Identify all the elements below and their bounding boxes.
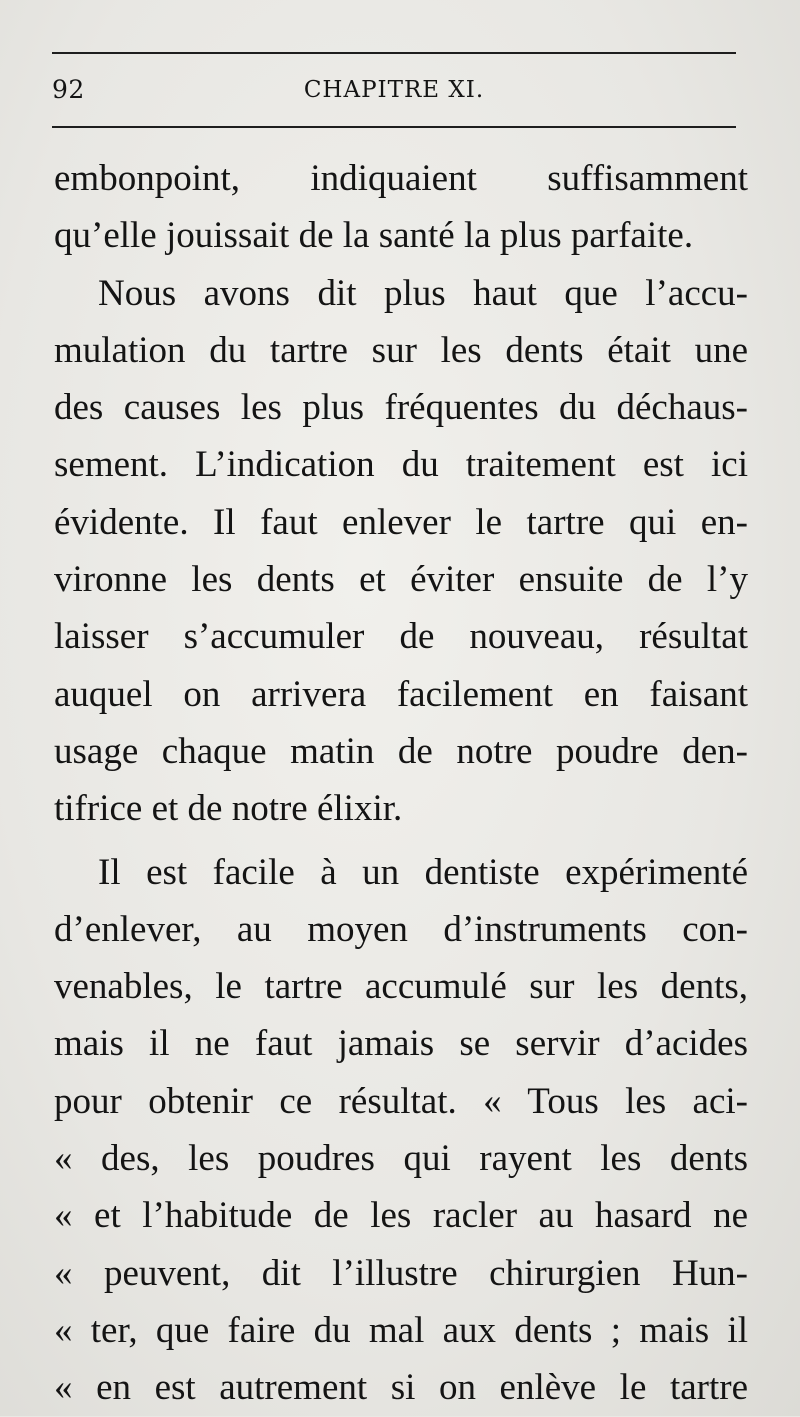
page-number: 92 [52,75,85,104]
text-line: « en est autrement si on enlève le tartre [54,1367,748,1409]
text-line: Nous avons dit plus haut que l’accu- [98,272,748,314]
text-line: évidente. Il faut enlever le tartre qui en- [54,501,748,543]
text-line: d’enlever, au moyen d’instruments con- [54,908,748,950]
running-header [52,72,736,108]
text-line: auquel on arrivera facilement en faisant [54,673,748,715]
text-line: venables, le tartre accumulé sur les dents, [54,966,748,1008]
paragraph [54,265,748,838]
paragraph [54,844,748,1417]
text-line: des causes les plus fréquentes du déchaus- [54,387,748,429]
chapter-title: CHAPITRE XI. [303,77,485,103]
text-line: « des, les poudres qui rayent les dents [54,1138,748,1180]
text-line: qu’elle jouissait de la santé la plus parfaite. [54,215,694,257]
text-line: tifrice et de notre élixir. [54,788,403,830]
paragraph [54,150,748,265]
text-line: sement. L’indication du traitement est ici [54,444,748,486]
text-line: usage chaque matin de notre poudre den- [54,730,748,772]
text-line: Il est facile à un dentiste expérimenté [98,851,748,893]
text-line: pour obtenir ce résultat. « Tous les aci- [54,1080,748,1122]
body-text [54,150,748,1417]
text-line: embonpoint, indiquaient suffisamment [54,158,748,199]
text-line: mais il ne faut jamais se servir d’acides [54,1023,748,1065]
text-line: « et l’habitude de les racler au hasard ne [54,1195,748,1237]
header-bottom-rule [52,126,736,128]
text-line: vironne les dents et éviter ensuite de l’y [54,559,748,601]
text-line: mulation du tartre sur les dents était une [54,329,748,371]
header-top-rule [52,52,736,54]
text-line: « peuvent, dit l’illustre chirurgien Hun- [54,1252,748,1294]
text-line: laisser s’accumuler de nouveau, résultat [54,616,748,658]
text-line: « ter, que faire du mal aux dents ; mais il [54,1309,748,1351]
